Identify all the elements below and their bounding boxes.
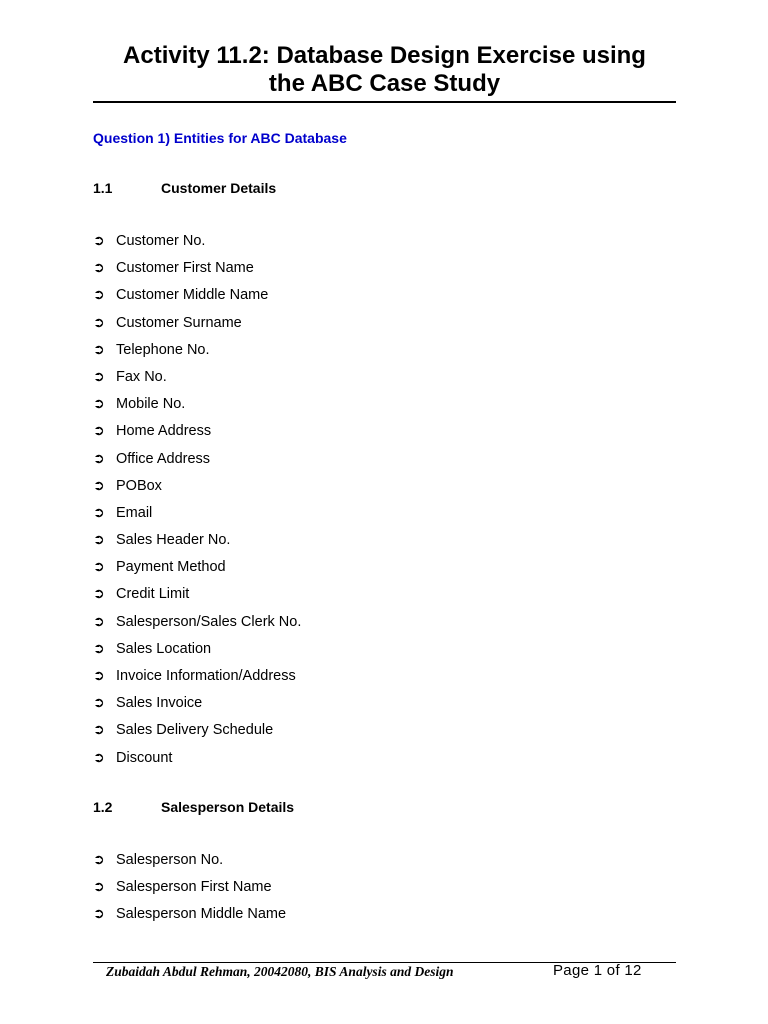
- arrow-bullet-icon: ➲: [93, 586, 105, 603]
- section-title: Customer Details: [161, 180, 277, 196]
- list-item-text: Customer Middle Name: [116, 287, 269, 304]
- arrow-bullet-icon: ➲: [93, 640, 105, 657]
- salesperson-details-list: [93, 850, 286, 932]
- list-item: [93, 449, 301, 476]
- arrow-bullet-icon: ➲: [93, 368, 105, 385]
- list-item: [93, 557, 301, 584]
- list-item: [93, 421, 301, 448]
- list-item-text: Mobile No.: [116, 396, 186, 413]
- list-item: [93, 340, 301, 367]
- arrow-bullet-icon: ➲: [93, 233, 105, 249]
- list-item: [93, 394, 301, 421]
- section-heading-salesperson: [93, 799, 294, 815]
- list-item: [93, 530, 301, 557]
- section-heading-customer: [93, 180, 276, 196]
- arrow-bullet-icon: ➲: [93, 613, 105, 630]
- arrow-bullet-icon: ➲: [93, 532, 105, 549]
- list-item: [93, 666, 301, 693]
- list-item-text: Customer Surname: [116, 314, 242, 331]
- page-title: [93, 42, 676, 98]
- section-number: 1.2: [93, 799, 113, 815]
- list-item-text: Sales Invoice: [116, 695, 203, 712]
- list-item-text: Email: [116, 504, 153, 521]
- list-item-text: Sales Location: [116, 640, 212, 657]
- list-item: [93, 285, 301, 312]
- list-item-text: Home Address: [116, 423, 212, 440]
- list-item: [93, 720, 301, 747]
- list-item: [93, 612, 301, 639]
- list-item: [93, 476, 301, 503]
- customer-details-list: [93, 231, 301, 775]
- list-item: [93, 693, 301, 720]
- list-item-text: Credit Limit: [116, 586, 190, 603]
- section-number: 1.1: [93, 180, 113, 196]
- list-item-text: Discount: [116, 749, 173, 766]
- arrow-bullet-icon: ➲: [93, 260, 105, 277]
- list-item-text: Sales Header No.: [116, 532, 231, 549]
- list-item-text: Salesperson First Name: [116, 879, 272, 896]
- arrow-bullet-icon: ➲: [93, 287, 105, 304]
- list-item-text: Customer First Name: [116, 260, 254, 277]
- list-item: [93, 258, 301, 285]
- arrow-bullet-icon: ➲: [93, 906, 105, 923]
- title-line-1: Activity 11.2: Database Design Exercise using: [123, 42, 646, 69]
- list-item: [93, 748, 301, 775]
- title-divider: [93, 101, 676, 103]
- arrow-bullet-icon: ➲: [93, 852, 105, 868]
- arrow-bullet-icon: ➲: [93, 879, 105, 896]
- arrow-bullet-icon: ➲: [93, 341, 105, 358]
- list-item: [93, 231, 301, 258]
- arrow-bullet-icon: ➲: [93, 695, 105, 712]
- list-item-text: Invoice Information/Address: [116, 668, 296, 684]
- arrow-bullet-icon: ➲: [93, 396, 105, 413]
- list-item-text: POBox: [116, 477, 162, 494]
- arrow-bullet-icon: ➲: [93, 450, 105, 467]
- list-item: [93, 503, 301, 530]
- list-item-text: Telephone No.: [116, 341, 210, 358]
- footer-author: Zubaidah Abdul Rehman, 20042080, BIS Analysis and Design: [106, 964, 454, 979]
- list-item-text: Salesperson No.: [116, 852, 224, 868]
- list-item: [93, 904, 286, 931]
- list-item-text: Office Address: [116, 450, 211, 467]
- list-item-text: Payment Method: [116, 559, 226, 576]
- list-item: [93, 313, 301, 340]
- list-item: [93, 639, 301, 666]
- list-item-text: Sales Delivery Schedule: [116, 722, 274, 739]
- list-item: [93, 850, 286, 877]
- list-item-text: Customer No.: [116, 233, 206, 249]
- list-item: [93, 584, 301, 611]
- list-item-text: Salesperson Middle Name: [116, 906, 287, 923]
- title-line-2: the ABC Case Study: [268, 70, 501, 97]
- arrow-bullet-icon: ➲: [93, 477, 105, 494]
- list-item-text: Fax No.: [116, 368, 167, 385]
- arrow-bullet-icon: ➲: [93, 423, 105, 440]
- arrow-bullet-icon: ➲: [93, 668, 105, 684]
- arrow-bullet-icon: ➲: [93, 722, 105, 739]
- list-item: [93, 877, 286, 904]
- question-heading: Question 1) Entities for ABC Database: [93, 130, 347, 146]
- list-item-text: Salesperson/Sales Clerk No.: [116, 613, 302, 630]
- arrow-bullet-icon: ➲: [93, 559, 105, 576]
- arrow-bullet-icon: ➲: [93, 314, 105, 331]
- section-title: Salesperson Details: [161, 799, 295, 815]
- arrow-bullet-icon: ➲: [93, 504, 105, 521]
- page-number: Page 1 of 12: [553, 962, 642, 979]
- list-item: [93, 367, 301, 394]
- arrow-bullet-icon: ➲: [93, 749, 105, 766]
